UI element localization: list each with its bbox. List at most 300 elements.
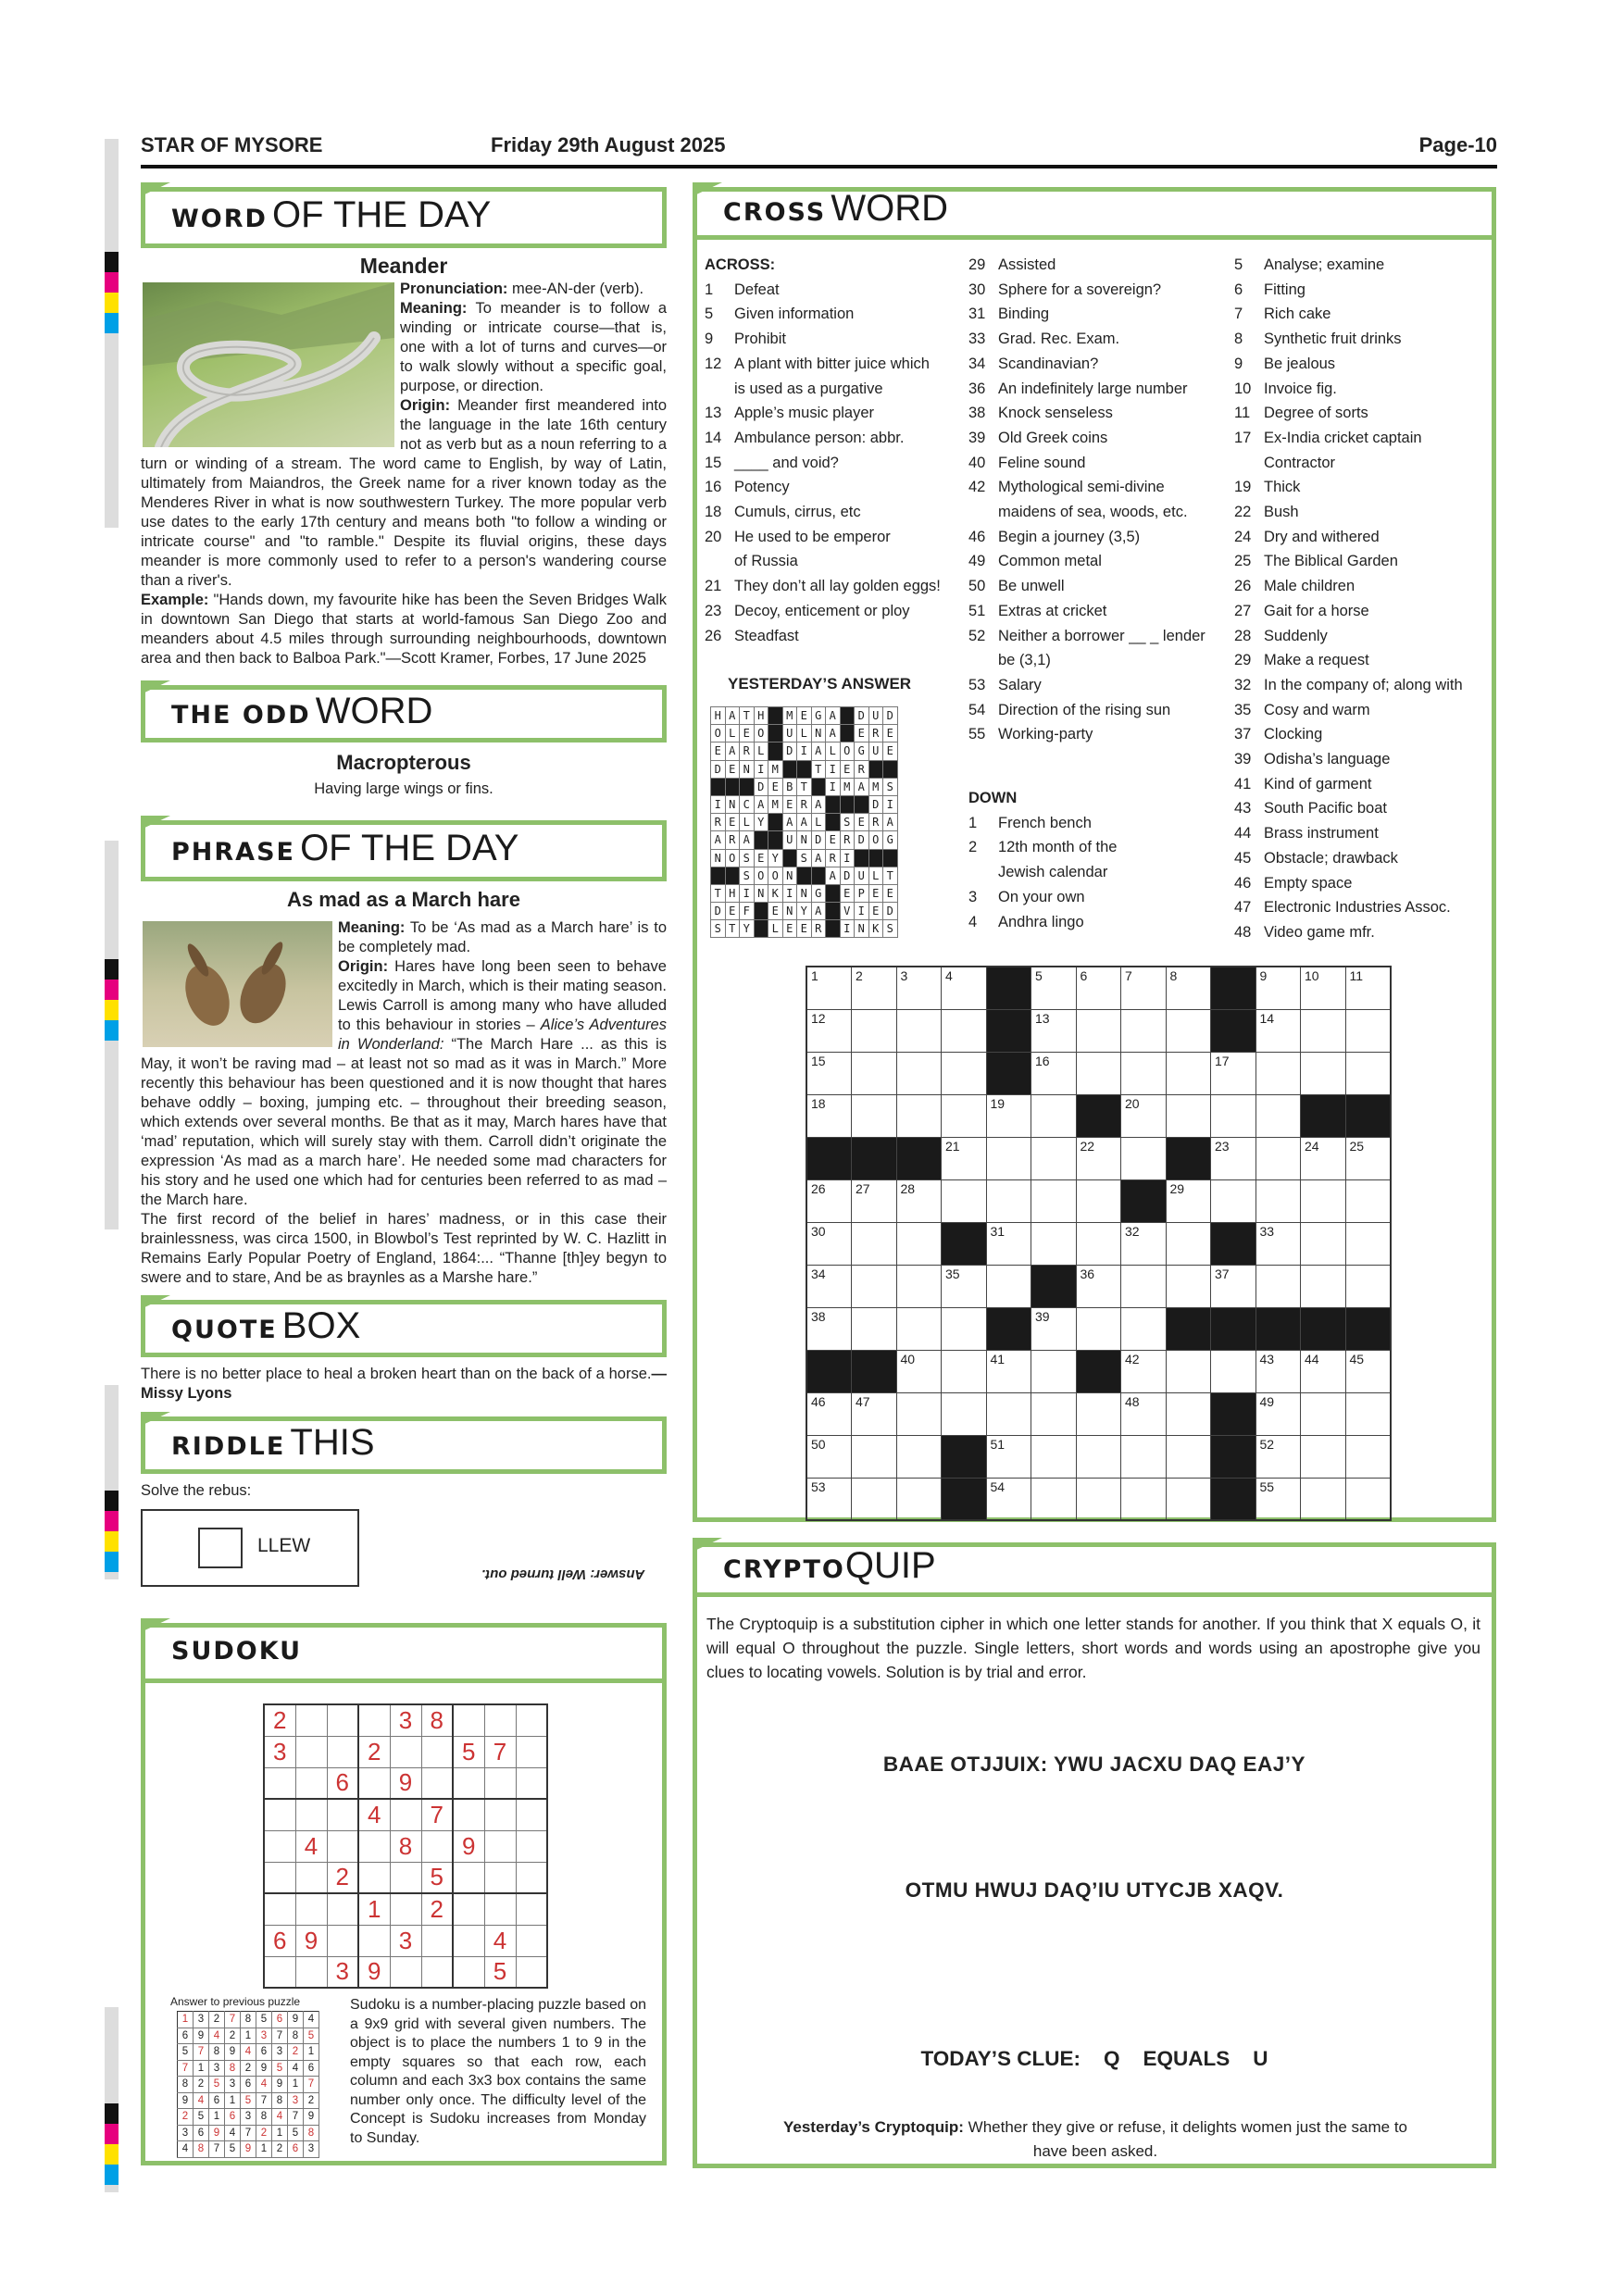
sudoku-cell[interactable]: 2 xyxy=(421,1893,453,1925)
crossword-cell[interactable] xyxy=(1345,967,1391,1009)
crossword-cell[interactable] xyxy=(942,1094,987,1137)
crossword-cell[interactable] xyxy=(1255,1009,1301,1052)
sudoku-cell[interactable] xyxy=(516,1736,547,1767)
sudoku-cell[interactable] xyxy=(264,1862,295,1893)
clue-number: 41 xyxy=(1234,775,1252,792)
sudoku-cell[interactable] xyxy=(516,1767,547,1799)
crossword-cell[interactable] xyxy=(1031,1052,1077,1094)
answer-cell: 2 xyxy=(288,2044,304,2061)
crossword-cell[interactable] xyxy=(852,1392,897,1435)
crossword-cell[interactable] xyxy=(1121,1350,1167,1392)
crossword-cell[interactable] xyxy=(1031,1179,1077,1222)
sudoku-cell[interactable] xyxy=(516,1830,547,1862)
clue-item xyxy=(705,599,955,624)
sudoku-cell[interactable] xyxy=(390,1736,421,1767)
crossword-cell[interactable] xyxy=(986,1392,1031,1435)
crossword-cell[interactable] xyxy=(896,1350,942,1392)
clue-number: 10 xyxy=(1234,380,1252,397)
crossword-cell[interactable] xyxy=(1121,1392,1167,1435)
sudoku-cell[interactable] xyxy=(390,1893,421,1925)
cell-number: 9 xyxy=(1259,968,1268,983)
answer-cell: 4 xyxy=(256,2077,272,2093)
crossword-cell[interactable] xyxy=(1301,967,1346,1009)
crossword-cell[interactable] xyxy=(1301,1392,1346,1435)
crossword-cell[interactable] xyxy=(1255,1179,1301,1222)
crossword-cell[interactable] xyxy=(986,1222,1031,1265)
crossword-cell[interactable] xyxy=(1255,1265,1301,1307)
crossword-cell[interactable] xyxy=(942,1392,987,1435)
clue-number: 8 xyxy=(1234,331,1243,348)
crossword-cell[interactable] xyxy=(1301,1052,1346,1094)
sudoku-cell[interactable] xyxy=(421,1767,453,1799)
answer-cell: G xyxy=(811,884,826,902)
sudoku-cell[interactable] xyxy=(390,1799,421,1830)
crossword-cell[interactable] xyxy=(1121,1137,1167,1179)
crossword-cell[interactable] xyxy=(1345,1435,1391,1478)
sudoku-cell[interactable] xyxy=(327,1830,358,1862)
sudoku-cell[interactable] xyxy=(295,1799,327,1830)
crossword-cell[interactable] xyxy=(1121,1094,1167,1137)
crossword-cell[interactable] xyxy=(896,1265,942,1307)
crossword-cell[interactable] xyxy=(1076,1052,1121,1094)
sudoku-cell[interactable] xyxy=(453,1704,484,1736)
crossword-cell[interactable] xyxy=(806,1435,852,1478)
sudoku-cell[interactable]: 5 xyxy=(453,1736,484,1767)
crossword-cell[interactable] xyxy=(1345,1052,1391,1094)
crossword-cell[interactable] xyxy=(806,1307,852,1350)
sudoku-cell[interactable] xyxy=(295,1893,327,1925)
crossword-cell[interactable] xyxy=(1301,1265,1346,1307)
crossword-cell[interactable] xyxy=(1076,1137,1121,1179)
sudoku-cell[interactable]: 2 xyxy=(264,1704,295,1736)
crossword-cell[interactable] xyxy=(986,1350,1031,1392)
crossword-cell[interactable] xyxy=(1211,1179,1256,1222)
clue-number: 11 xyxy=(1234,405,1251,422)
color-mark xyxy=(105,959,119,980)
answer-cell xyxy=(811,778,826,795)
crossword-cell[interactable] xyxy=(1255,967,1301,1009)
sudoku-cell[interactable] xyxy=(516,1704,547,1736)
clue-item xyxy=(968,811,1228,836)
clue-text: Fitting xyxy=(1264,281,1305,298)
answer-cell: O xyxy=(725,849,740,867)
crossword-cell[interactable] xyxy=(896,1094,942,1137)
crossword-cell[interactable] xyxy=(1121,1222,1167,1265)
clue-text: ____ and void? xyxy=(734,454,839,471)
answer-cell: E xyxy=(797,707,812,725)
crossword-cell[interactable] xyxy=(1166,1094,1211,1137)
sudoku-cell[interactable] xyxy=(264,1767,295,1799)
crossword-cell[interactable] xyxy=(986,1179,1031,1222)
crossword-cell[interactable] xyxy=(942,1137,987,1179)
sudoku-cell[interactable]: 4 xyxy=(358,1799,390,1830)
answer-cell: I xyxy=(711,795,726,813)
answer-cell: O xyxy=(754,867,768,884)
clue-number: 4 xyxy=(968,913,978,930)
sudoku-cell[interactable] xyxy=(453,1893,484,1925)
crossword-cell[interactable] xyxy=(1255,1222,1301,1265)
crossword-cell[interactable] xyxy=(1166,1052,1211,1094)
answer-cell: E xyxy=(883,742,898,760)
sudoku-cell[interactable] xyxy=(295,1767,327,1799)
answer-cell: A xyxy=(725,707,740,725)
sudoku-cell[interactable]: 3 xyxy=(327,1956,358,1988)
crossword-cell[interactable] xyxy=(1031,1222,1077,1265)
crossword-cell[interactable] xyxy=(1031,1094,1077,1137)
crossword-cell[interactable] xyxy=(1301,1435,1346,1478)
answer-cell: L xyxy=(754,742,768,760)
crossword-cell[interactable] xyxy=(806,1265,852,1307)
sudoku-cell[interactable]: 6 xyxy=(264,1925,295,1956)
answer-cell: 5 xyxy=(209,2077,225,2093)
crossword-cell[interactable] xyxy=(852,1052,897,1094)
sudoku-cell[interactable]: 3 xyxy=(390,1925,421,1956)
cell-number: 49 xyxy=(1259,1393,1275,1409)
crossword-cell[interactable] xyxy=(1255,1052,1301,1094)
label: Meaning: xyxy=(338,919,406,936)
answer-cell: N xyxy=(725,795,740,813)
crossword-cell[interactable] xyxy=(1121,1265,1167,1307)
sudoku-cell[interactable] xyxy=(358,1925,390,1956)
crossword-cell[interactable] xyxy=(1031,1137,1077,1179)
sudoku-cell[interactable]: 8 xyxy=(421,1704,453,1736)
answer-cell: A xyxy=(711,831,726,849)
crossword-cell[interactable] xyxy=(1076,1265,1121,1307)
crossword-cell[interactable] xyxy=(1076,1222,1121,1265)
sudoku-cell[interactable] xyxy=(484,1893,516,1925)
crossword-cell[interactable] xyxy=(806,1052,852,1094)
sudoku-cell[interactable] xyxy=(484,1799,516,1830)
sudoku-cell[interactable] xyxy=(390,1862,421,1893)
crossword-cell[interactable] xyxy=(852,1094,897,1137)
color-mark xyxy=(105,252,119,272)
black-square xyxy=(1301,1094,1346,1137)
sudoku-cell[interactable]: 4 xyxy=(295,1830,327,1862)
answer-cell: O xyxy=(840,742,855,760)
answer-cell: L xyxy=(811,814,826,831)
answer-cell: 3 xyxy=(194,2012,209,2028)
sudoku-cell[interactable] xyxy=(453,1862,484,1893)
crossword-cell[interactable] xyxy=(896,967,942,1009)
clue-text: Feline sound xyxy=(998,454,1086,471)
clue-item xyxy=(968,302,1228,327)
crossword-cell[interactable] xyxy=(1121,1435,1167,1478)
crossword-cell[interactable] xyxy=(852,1009,897,1052)
crossword-cell[interactable] xyxy=(1345,1137,1391,1179)
answer-cell xyxy=(855,795,869,813)
sudoku-cell[interactable] xyxy=(421,1736,453,1767)
crossword-cell[interactable] xyxy=(1121,1307,1167,1350)
crossword-cell[interactable] xyxy=(852,1265,897,1307)
crossword-cell[interactable] xyxy=(896,1307,942,1350)
clue-item xyxy=(1234,821,1493,846)
sudoku-cell[interactable]: 9 xyxy=(358,1956,390,1988)
sudoku-cell[interactable] xyxy=(516,1925,547,1956)
answer-cell: E xyxy=(840,760,855,778)
crossword-cell[interactable] xyxy=(1076,1478,1121,1520)
crossword-cell[interactable] xyxy=(1031,1307,1077,1350)
sudoku-grid[interactable] xyxy=(263,1703,548,1989)
odd-word-header xyxy=(141,685,667,742)
crossword-cell[interactable] xyxy=(1255,1137,1301,1179)
flag-icon xyxy=(141,1412,170,1426)
crossword-cell[interactable] xyxy=(806,1009,852,1052)
sudoku-cell[interactable] xyxy=(453,1767,484,1799)
sudoku-cell[interactable] xyxy=(484,1704,516,1736)
sudoku-cell[interactable] xyxy=(327,1704,358,1736)
origin: Meander first meandered into the language in the late 16th century not as verb but as a noun referring to a turn or winding of a stream. The word came to English, by way of Latin, ultimately from Maiandros, the Greek name for a river known today as the Menderes River in what is now southwestern Turkey. The more popular verb use dates to the early 17th century and means both "to follow a winding or intricate course" and "to ramble." Despite its fluvial origins, these days meander is more commonly used to refer to a person's wandering course than a river's. xyxy=(141,397,668,589)
crossword-cell[interactable] xyxy=(1345,1392,1391,1435)
crossword-cell[interactable] xyxy=(1166,1392,1211,1435)
sudoku-cell[interactable] xyxy=(484,1830,516,1862)
crossword-cell[interactable] xyxy=(1301,1478,1346,1520)
crossword-cell[interactable] xyxy=(1031,967,1077,1009)
crossword-cell[interactable] xyxy=(1166,1222,1211,1265)
clue-item xyxy=(1234,574,1493,599)
crossword-cell[interactable] xyxy=(1031,1478,1077,1520)
sudoku-cell[interactable] xyxy=(295,1704,327,1736)
answer-cell: 7 xyxy=(209,2141,225,2158)
sudoku-cell[interactable] xyxy=(358,1704,390,1736)
answer-cell: 5 xyxy=(288,2125,304,2141)
crossword-cell[interactable] xyxy=(942,1052,987,1094)
sudoku-cell[interactable]: 5 xyxy=(421,1862,453,1893)
sudoku-cell[interactable]: 8 xyxy=(390,1830,421,1862)
previous-answer-grid xyxy=(177,2011,319,2158)
answer-cell: H xyxy=(711,707,726,725)
image-spacer xyxy=(141,918,338,1048)
crossword-cell[interactable] xyxy=(852,1478,897,1520)
crossword-cell[interactable] xyxy=(1076,967,1121,1009)
crossword-cell[interactable] xyxy=(806,1094,852,1137)
crossword-cell[interactable] xyxy=(1076,1435,1121,1478)
sudoku-cell[interactable] xyxy=(390,1956,421,1988)
cell-number: 24 xyxy=(1305,1138,1319,1154)
sudoku-cell[interactable]: 2 xyxy=(327,1862,358,1893)
sudoku-cell[interactable] xyxy=(264,1799,295,1830)
crossword-cell[interactable] xyxy=(1166,967,1211,1009)
crossword-cell[interactable] xyxy=(986,1265,1031,1307)
crossword-cell[interactable] xyxy=(942,1265,987,1307)
sudoku-cell[interactable] xyxy=(453,1925,484,1956)
sudoku-cell[interactable] xyxy=(358,1830,390,1862)
crossword-cell[interactable] xyxy=(1211,1094,1256,1137)
crossword-cell[interactable] xyxy=(1255,1094,1301,1137)
sudoku-cell[interactable]: 4 xyxy=(484,1925,516,1956)
crossword-cell[interactable] xyxy=(806,1222,852,1265)
crossword-cell[interactable] xyxy=(942,1009,987,1052)
sudoku-cell[interactable]: 2 xyxy=(358,1736,390,1767)
crossword-cell[interactable] xyxy=(1211,1265,1256,1307)
crossword-cell[interactable] xyxy=(896,1222,942,1265)
answer-cell: G xyxy=(811,707,826,725)
answer-cell: N xyxy=(855,920,869,938)
crossword-cell[interactable] xyxy=(1121,1052,1167,1094)
sudoku-cell[interactable]: 9 xyxy=(390,1767,421,1799)
answer-cell: 7 xyxy=(288,2109,304,2126)
clue-item xyxy=(1234,599,1493,624)
answer-cell: D xyxy=(883,707,898,725)
crossword-cell[interactable] xyxy=(1301,1222,1346,1265)
sudoku-cell[interactable] xyxy=(516,1956,547,1988)
sudoku-cell[interactable]: 1 xyxy=(358,1893,390,1925)
sudoku-cell[interactable]: 7 xyxy=(484,1736,516,1767)
sudoku-cell[interactable] xyxy=(453,1799,484,1830)
sudoku-cell[interactable] xyxy=(264,1830,295,1862)
crossword-cell[interactable] xyxy=(1255,1478,1301,1520)
crossword-cell[interactable] xyxy=(1211,1052,1256,1094)
answer-cell xyxy=(740,778,755,795)
crossword-cell[interactable] xyxy=(852,967,897,1009)
crossword-cell[interactable] xyxy=(1166,1435,1211,1478)
crossword-cell[interactable] xyxy=(806,1478,852,1520)
sudoku-cell[interactable] xyxy=(327,1736,358,1767)
sudoku-cell[interactable]: 6 xyxy=(327,1767,358,1799)
crossword-cell[interactable] xyxy=(1166,1009,1211,1052)
sudoku-cell[interactable] xyxy=(484,1767,516,1799)
crossword-cell[interactable] xyxy=(942,1350,987,1392)
sudoku-cell[interactable] xyxy=(264,1956,295,1988)
sudoku-cell[interactable] xyxy=(453,1956,484,1988)
clue-item xyxy=(968,910,1228,935)
crossword-cell[interactable] xyxy=(1345,1009,1391,1052)
crossword-cell[interactable] xyxy=(1255,1435,1301,1478)
sudoku-cell[interactable] xyxy=(327,1925,358,1956)
crossword-cell[interactable] xyxy=(1166,1478,1211,1520)
crossword-cell[interactable] xyxy=(942,1307,987,1350)
cell-number: 41 xyxy=(990,1351,1006,1366)
sudoku-cell[interactable] xyxy=(295,1862,327,1893)
crossword-grid[interactable] xyxy=(806,966,1392,1521)
crossword-cell[interactable] xyxy=(1166,1179,1211,1222)
crossword-cell[interactable] xyxy=(806,1179,852,1222)
clue-item xyxy=(1234,796,1493,821)
crossword-cell[interactable] xyxy=(896,1478,942,1520)
sudoku-cell[interactable] xyxy=(421,1925,453,1956)
sudoku-cell[interactable]: 9 xyxy=(453,1830,484,1862)
crossword-cell[interactable] xyxy=(852,1179,897,1222)
sudoku-cell[interactable] xyxy=(295,1736,327,1767)
crossword-cell[interactable] xyxy=(1345,1265,1391,1307)
cell-number: 22 xyxy=(1080,1138,1095,1154)
crossword-cell[interactable] xyxy=(1031,1435,1077,1478)
crossword-cell[interactable] xyxy=(1166,1265,1211,1307)
crossword-cell[interactable] xyxy=(986,1478,1031,1520)
sudoku-cell[interactable]: 7 xyxy=(421,1799,453,1830)
answer-cell xyxy=(883,849,898,867)
crossword-cell[interactable] xyxy=(1076,1179,1121,1222)
answer-cell: I xyxy=(826,778,841,795)
crossword-cell[interactable] xyxy=(1076,1392,1121,1435)
answer-cell: G xyxy=(855,742,869,760)
sudoku-cell[interactable] xyxy=(484,1862,516,1893)
cell-number: 29 xyxy=(1169,1180,1185,1196)
sudoku-cell[interactable] xyxy=(358,1862,390,1893)
answer-cell xyxy=(883,760,898,778)
header-small: SUDOKU xyxy=(171,1637,303,1666)
sudoku-cell[interactable]: 3 xyxy=(264,1736,295,1767)
black-square xyxy=(986,967,1031,1009)
answer-cell xyxy=(868,849,883,867)
crossword-cell[interactable] xyxy=(1211,1350,1256,1392)
sudoku-cell[interactable] xyxy=(516,1862,547,1893)
crossword-cell[interactable] xyxy=(1301,1179,1346,1222)
crossword-cell[interactable] xyxy=(896,1052,942,1094)
crossword-cell[interactable] xyxy=(806,967,852,1009)
sudoku-cell[interactable]: 3 xyxy=(390,1704,421,1736)
crossword-cell[interactable] xyxy=(1255,1350,1301,1392)
crossword-cell[interactable] xyxy=(1121,1009,1167,1052)
crossword-cell[interactable] xyxy=(806,1392,852,1435)
answer-cell: 1 xyxy=(209,2109,225,2126)
crossword-cell[interactable] xyxy=(942,967,987,1009)
crossword-cell[interactable] xyxy=(1121,967,1167,1009)
sudoku-cell[interactable] xyxy=(421,1956,453,1988)
crossword-cell[interactable] xyxy=(1031,1009,1077,1052)
crossword-cell[interactable] xyxy=(1301,1137,1346,1179)
crossword-cell[interactable] xyxy=(1076,1009,1121,1052)
crossword-cell[interactable] xyxy=(896,1435,942,1478)
clue-number: 32 xyxy=(1234,676,1252,693)
sudoku-cell[interactable] xyxy=(516,1799,547,1830)
crossword-cell[interactable] xyxy=(1121,1478,1167,1520)
crossword-cell[interactable] xyxy=(1031,1392,1077,1435)
answer-cell: T xyxy=(797,778,812,795)
clue-text: Bush xyxy=(1264,504,1299,521)
answer-cell: A xyxy=(782,814,797,831)
crossword-cell[interactable] xyxy=(1301,1009,1346,1052)
crossword-cell[interactable] xyxy=(1345,1350,1391,1392)
crossword-cell[interactable] xyxy=(896,1009,942,1052)
crossword-cell[interactable] xyxy=(942,1179,987,1222)
sudoku-cell[interactable] xyxy=(421,1830,453,1862)
crossword-cell[interactable] xyxy=(986,1137,1031,1179)
answer-cell: A xyxy=(855,778,869,795)
crossword-cell[interactable] xyxy=(896,1392,942,1435)
crossword-cell[interactable] xyxy=(1255,1392,1301,1435)
sudoku-cell[interactable] xyxy=(327,1799,358,1830)
sudoku-cell[interactable] xyxy=(358,1767,390,1799)
sudoku-cell[interactable]: 9 xyxy=(295,1925,327,1956)
crossword-cell[interactable] xyxy=(852,1435,897,1478)
crossword-cell[interactable] xyxy=(1345,1179,1391,1222)
cell-number: 35 xyxy=(945,1266,960,1281)
crossword-cell[interactable] xyxy=(1211,1137,1256,1179)
sudoku-cell[interactable]: 5 xyxy=(484,1956,516,1988)
sudoku-cell[interactable] xyxy=(264,1893,295,1925)
crossword-cell[interactable] xyxy=(1076,1307,1121,1350)
sudoku-cell[interactable] xyxy=(516,1893,547,1925)
crossword-cell[interactable] xyxy=(1166,1350,1211,1392)
crossword-cell[interactable] xyxy=(852,1222,897,1265)
sudoku-cell[interactable] xyxy=(327,1893,358,1925)
clue-item xyxy=(1234,920,1493,945)
crossword-cell[interactable] xyxy=(1345,1222,1391,1265)
crossword-cell[interactable] xyxy=(1345,1478,1391,1520)
answer-cell: T xyxy=(811,760,826,778)
crossword-cell[interactable] xyxy=(986,1435,1031,1478)
crossword-cell[interactable] xyxy=(1031,1350,1077,1392)
crossword-cell[interactable] xyxy=(896,1179,942,1222)
crossword-cell[interactable] xyxy=(1301,1350,1346,1392)
answer-cell: 4 xyxy=(304,2012,319,2028)
answer-cell xyxy=(826,814,841,831)
crossword-cell[interactable] xyxy=(986,1094,1031,1137)
answer-cell: N xyxy=(782,903,797,920)
crossword-cell[interactable] xyxy=(852,1307,897,1350)
sudoku-cell[interactable] xyxy=(295,1956,327,1988)
answer-cell xyxy=(782,849,797,867)
